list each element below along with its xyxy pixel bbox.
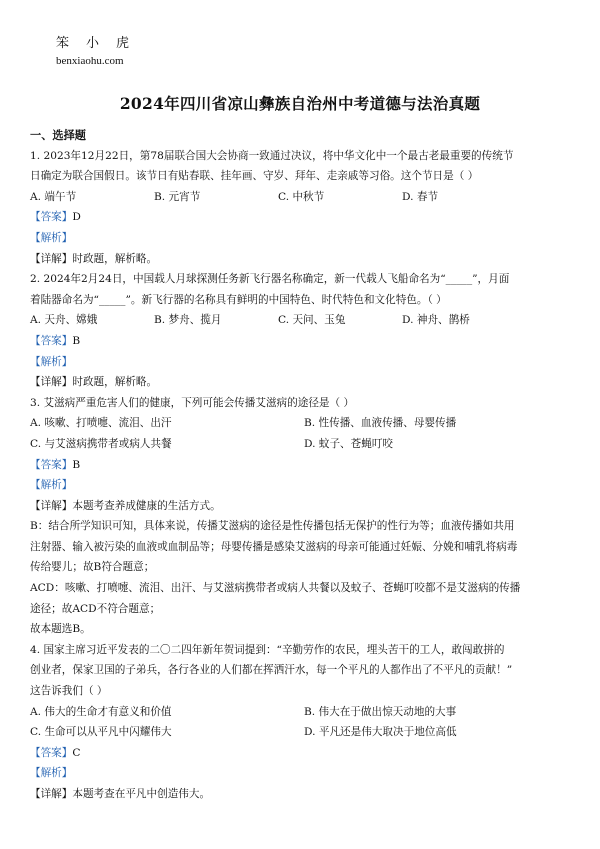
option-d: D. 平凡还是伟大取决于地位高低 [304, 726, 457, 739]
answer-value: B [72, 458, 81, 471]
detail-line [30, 249, 578, 270]
analysis-tag: 【解析】 [30, 479, 73, 492]
question-stem-line: 日确定为联合国假日。该节日有贴春联、挂年画、守岁、拜年、走亲戚等习俗。这个节日是（ ） [30, 170, 479, 183]
option-d: D. 春节 [402, 190, 439, 203]
explanation-line: 注射器、输入被污染的血液或血制品等；母婴传播是感染艾滋病的母亲可能通过妊娠、分娩和哺乳将病毒 [30, 540, 518, 553]
explanation-line: 故本题选B。 [30, 623, 91, 636]
answer-tag: 【答案】 [30, 211, 73, 224]
answer-tag: 【答案】 [30, 746, 73, 759]
explanation-line: ACD：咳嗽、打喷嚏、流泪、出汗、与艾滋病携带者或病人共餐以及蚊子、苍蝇叮咬都不是艾滋病的传播 [30, 582, 521, 595]
option-b: B. 梦舟、揽月 [154, 314, 222, 327]
question-2 [30, 269, 578, 393]
detail-text: 本题考查养成健康的生活方式。 [72, 499, 221, 512]
answer-line [30, 743, 578, 764]
question-options [30, 187, 578, 208]
option-b: B. 伟大在于做出惊天动地的大事 [304, 705, 457, 718]
option-d: D. 神舟、鹊桥 [402, 314, 470, 327]
question-stem-line: 着陆器命名为“_____”。新飞行器的名称具有鲜明的中国特色、时代特色和文化特色。（ ） [30, 293, 447, 306]
explanation-line: B：结合所学知识可知，具体来说，传播艾滋病的途径是性传播包括无保护的性行为等；血液传播如共用 [30, 520, 515, 533]
section-heading: 一、选择题 [30, 128, 86, 142]
detail-tag: 【详解】 [30, 252, 73, 265]
document-body [30, 125, 578, 805]
question-stem-line: 这告诉我们（ ） [30, 685, 108, 698]
question-stem-line: 1. 2023年12月22日，第78届联合国大会协商一致通过决议，将中华文化中一个最古老最重要的传统节 [30, 149, 514, 162]
option-a: A. 伟大的生命才有意义和价值 [30, 705, 172, 718]
option-c: C. 中秋节 [278, 190, 325, 203]
option-b: B. 元宵节 [154, 190, 201, 203]
question-stem-line: 4. 国家主席习近平发表的二〇二四年新年贺词提到：“辛勤劳作的农民，埋头苦干的工人，敢闯敢拼的 [30, 643, 505, 656]
answer-value: D [72, 211, 81, 224]
analysis-tag: 【解析】 [30, 767, 73, 780]
detail-line [30, 496, 578, 517]
question-4 [30, 640, 578, 805]
question-stem-line: 3. 艾滋病严重危害人们的健康，下列可能会传播艾滋病的途径是（ ） [30, 396, 355, 409]
answer-tag: 【答案】 [30, 334, 73, 347]
detail-line [30, 784, 578, 805]
analysis-tag: 【解析】 [30, 231, 73, 244]
detail-tag: 【详解】 [30, 376, 73, 389]
analysis-tag: 【解析】 [30, 355, 73, 368]
option-a: A. 天舟、嫦娥 [30, 314, 98, 327]
option-c: C. 与艾滋病携带者或病人共餐 [30, 437, 172, 450]
detail-tag: 【详解】 [30, 788, 73, 800]
answer-value: B [72, 334, 81, 347]
document-title: 2024年四川省凉山彝族自治州中考道德与法治真题 [119, 94, 481, 113]
answer-line [30, 331, 578, 352]
explanation-line: 传给婴儿；故B符合题意； [30, 561, 155, 574]
brand-url: benxiaohu.com [56, 55, 124, 67]
explanation-line: 途径；故ACD不符合题意； [30, 602, 161, 615]
detail-text: 本题考查在平凡中创造伟大。 [72, 788, 211, 800]
question-options [30, 413, 578, 454]
question-3 [30, 393, 578, 640]
answer-line [30, 207, 578, 228]
answer-tag: 【答案】 [30, 458, 73, 471]
detail-tag: 【详解】 [30, 499, 73, 512]
detail-text: 时政题，解析略。 [72, 376, 158, 389]
page-header [56, 36, 146, 68]
option-d: D. 蚊子、苍蝇叮咬 [304, 437, 394, 450]
answer-value: C [72, 746, 81, 759]
answer-line [30, 455, 578, 476]
option-a: A. 咳嗽、打喷嚏、流泪、出汗 [30, 417, 172, 430]
question-1 [30, 146, 578, 270]
option-c: C. 生命可以从平凡中闪耀伟大 [30, 726, 172, 739]
option-a: A. 端午节 [30, 190, 77, 203]
detail-text: 时政题，解析略。 [72, 252, 158, 265]
option-b: B. 性传播、血液传播、母婴传播 [304, 417, 457, 430]
question-stem-line: 2. 2024年2月24日，中国载人月球探测任务新飞行器名称确定，新一代载人飞船命名为“_____”，月面 [30, 273, 510, 286]
question-options [30, 310, 578, 331]
brand-name: 笨小虎 [56, 36, 147, 51]
detail-line [30, 372, 578, 393]
question-stem-line: 创业者，保家卫国的子弟兵，各行各业的人们都在挥洒汗水，每一个平凡的人都作出了不平凡的贡献！” [30, 664, 513, 677]
option-c: C. 天问、玉兔 [278, 314, 346, 327]
question-options [30, 702, 578, 743]
